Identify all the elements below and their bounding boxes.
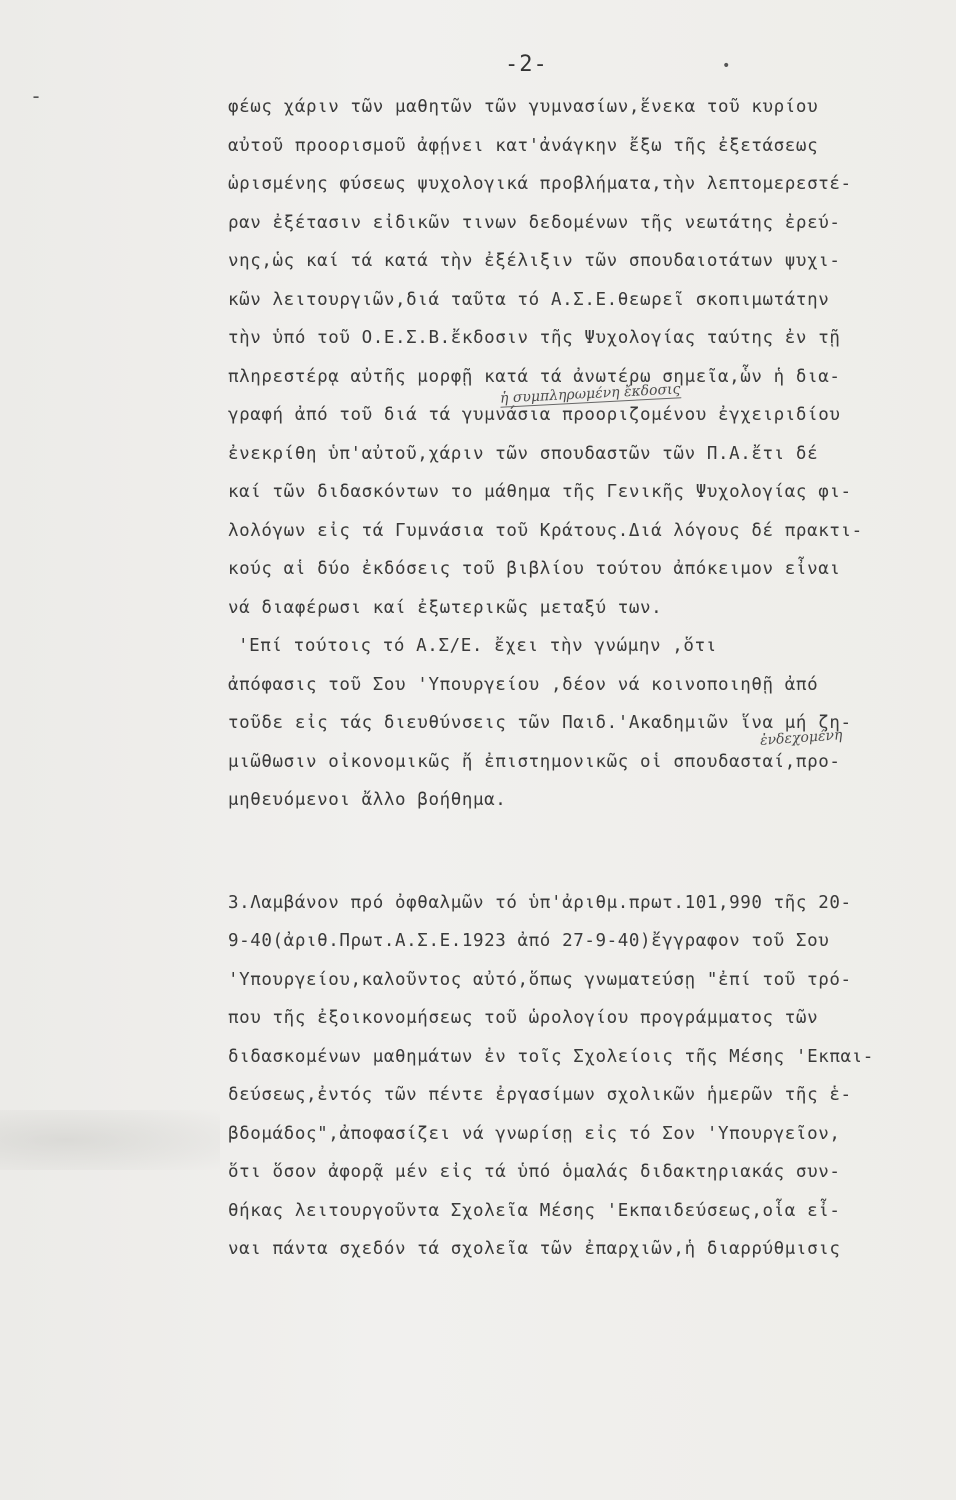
text-line: τὴν ὑπό τοῦ Ο.Ε.Σ.Β.ἔκδοσιν τῆς Ψυχολογίας ταύτης ἐν τῇ [228,328,841,348]
text-line: μηθευόμενοι ἄλλο βοήθημα. [228,790,507,810]
text-line: θήκας λειτουργοῦντα Σχολεῖα Μέσης 'Εκπαιδεύσεως,οἷα εἶ- [228,1200,841,1221]
text-line: 9-40(ἀριθ.Πρωτ.Α.Σ.Ε.1923 ἀπό 27-9-40)ἔγγραφον τοῦ Σου [228,931,830,951]
text-line: ἀπόφασις τοῦ Σου 'Υπουργείου ,δέον νά κοινοποιηθῇ ἀπό [228,674,819,695]
text-line: ὡρισμένης φύσεως ψυχολογικά προβλήματα,τὴν λεπτομερεστέ- [228,174,852,194]
text-line: δεύσεως,ἐντός τῶν πέντε ἐργασίμων σχολικῶν ἡμερῶν τῆς ἑ- [228,1085,852,1105]
text-line: ἐνεκρίθη ὑπ'αὐτοῦ,χάριν τῶν σπουδαστῶν τῶν Π.Α.ἔτι δέ [228,443,819,464]
paragraph-3 [228,884,956,1269]
text-line: διδασκομένων μαθημάτων ἐν τοῖς Σχολείοις τῆς Μέσης 'Εκπαι- [228,1046,874,1067]
text-line: πληρεστέρᾳ αὐτῆς μορφῇ κατά τά ἀνωτέρω σημεῖα,ὧν ἡ δια- [228,366,841,387]
text-line: γραφή ἀπό τοῦ διά τά γυμνάσια προοριζομένου ἐγχειριδίου [228,405,841,425]
text-line: νά διαφέρωσι καί ἐξωτερικῶς μεταξύ των. [228,597,663,618]
paragraph-2 [228,627,956,820]
text-line: 'Υπουργείου,καλοῦντος αὐτό,ὅπως γνωματεύσῃ "ἐπί τοῦ τρό- [228,969,852,990]
text-line: κῶν λειτουργιῶν,διά ταῦτα τό Α.Σ.Ε.θεωρεῖ σκοπιμωτάτην [228,289,830,310]
margin-mark: - [30,84,43,108]
text-line: μιῶθωσιν οἰκονομικῶς ἤ ἐπιστημονικῶς οἱ σπουδασταί,προ- [228,751,841,772]
text-line: βδομάδος",ἀποφασίζει νά γνωρίσῃ εἰς τό Σον 'Υπουργεῖον, [228,1123,841,1144]
text-line: 'Επί τούτοις τό Α.Σ/Ε. ἔχει τὴν γνώμην ,ὅτι [238,636,717,656]
dot-mark: • [722,58,731,74]
handwritten-note-1: ἡ συμπληρωμένη ἔκδοσις [499,381,681,407]
text-line: καί τῶν διδασκόντων το μάθημα τῆς Γενικῆς Ψυχολογίας φι- [228,482,852,502]
text-line: ραν ἐξέτασιν εἰδικῶν τινων δεδομένων τῆς νεωτάτης ἐρεύ- [228,212,841,233]
handwritten-note-2: ἐνδεχομένη [759,727,843,749]
paragraph-1 [228,88,956,627]
paragraph-gap [228,820,956,884]
document-body [228,88,956,1269]
page-number: -2- [505,52,548,77]
text-line: τοῦδε εἰς τάς διευθύνσεις τῶν Παιδ.'Ακαδημιῶν ἵνα μή ζη- [228,713,852,733]
text-line: λολόγων εἰς τά Γυμνάσια τοῦ Κράτους.Διά λόγους δέ πρακτι- [228,520,863,541]
text-line: 3.Λαμβάνον πρό ὀφθαλμῶν τό ὑπ'ἀριθμ.πρωτ.101,990 τῆς 20- [228,892,852,913]
text-line: ναι πάντα σχεδόν τά σχολεῖα τῶν ἐπαρχιῶν,ἡ διαρρύθμισις [228,1239,841,1259]
text-line: νης,ὡς καί τά κατά τὴν ἐξέλιξιν τῶν σπουδαιοτάτων ψυχι- [228,251,841,271]
text-line: φέως χάριν τῶν μαθητῶν τῶν γυμνασίων,ἕνεκα τοῦ κυρίου [228,97,819,117]
paper-stain [0,1110,220,1170]
text-line: που τῆς ἐξοικονομήσεως τοῦ ὡρολογίου προγράμματος τῶν [228,1008,819,1028]
text-line: ὅτι ὅσον ἀφορᾷ μέν εἰς τά ὑπό ὁμαλάς διδακτηριακάς συν- [228,1162,841,1182]
text-line: αὐτοῦ προορισμοῦ ἀφῄνει κατ'ἀνάγκην ἔξω τῆς ἐξετάσεως [228,135,819,156]
text-line: κούς αἱ δύο ἐκδόσεις τοῦ βιβλίου τούτου ἀπόκειμον εἶναι [228,559,841,579]
